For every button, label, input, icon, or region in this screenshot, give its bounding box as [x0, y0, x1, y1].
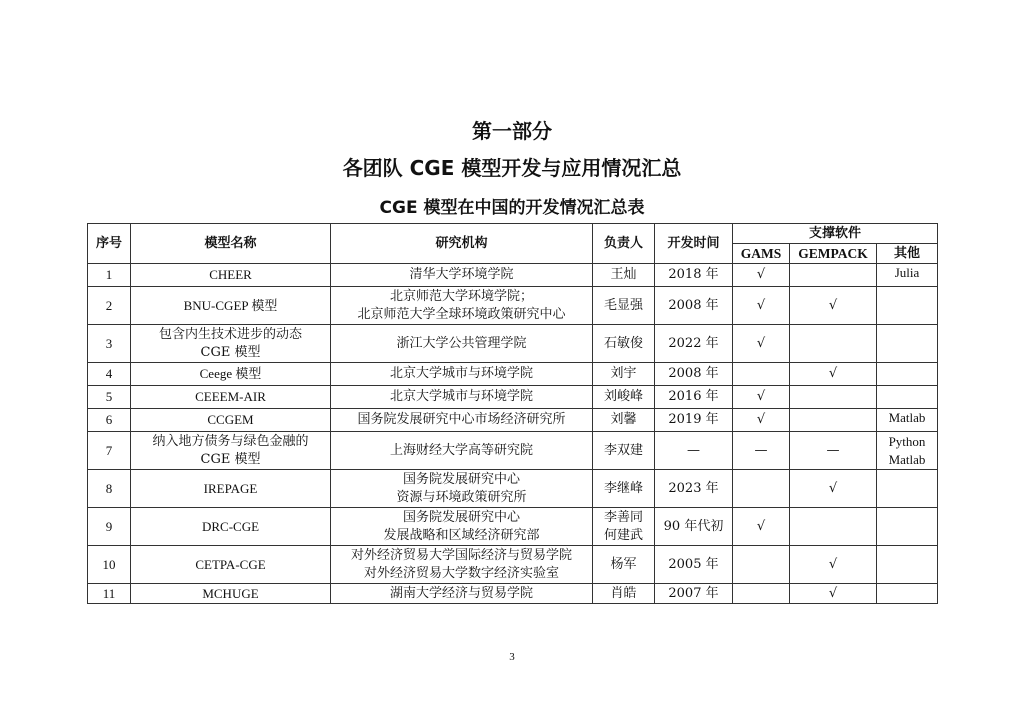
- cell-gempack: [790, 508, 877, 546]
- cell-leader-line: 李继峰: [603, 480, 643, 496]
- table-row: [88, 508, 938, 546]
- cell-institution: [331, 264, 593, 287]
- cell-gams: √: [733, 409, 790, 432]
- header-gams: GAMS: [733, 244, 790, 264]
- cell-institution-line: 湖南大学经济与贸易学院: [389, 585, 533, 601]
- cell-model: [131, 409, 331, 432]
- cell-gempack: √: [790, 546, 877, 584]
- cell-institution-line: 对外经济贸易大学国际经济与贸易学院: [350, 547, 572, 563]
- cell-no: 3: [88, 325, 131, 363]
- cell-model: [131, 508, 331, 546]
- cell-other: [877, 546, 938, 584]
- header-model: 模型名称: [131, 224, 331, 264]
- cell-other: [877, 584, 938, 604]
- table-row: [88, 287, 938, 325]
- cell-no: 11: [88, 584, 131, 604]
- cell-gams: √: [733, 264, 790, 287]
- cell-institution-line: 浙江大学公共管理学院: [396, 335, 527, 351]
- cell-gempack: [790, 409, 877, 432]
- cell-no: 10: [88, 546, 131, 584]
- cell-leader-line: 杨军: [610, 556, 637, 572]
- cell-institution: [331, 386, 593, 409]
- cell-gempack: √: [790, 287, 877, 325]
- header-other: 其他: [877, 244, 938, 264]
- cell-model-line: 纳入地方债务与绿色金融的: [152, 433, 309, 449]
- table-row: [88, 386, 938, 409]
- cell-leader: [593, 325, 655, 363]
- cell-institution: [331, 584, 593, 604]
- cell-institution: [331, 287, 593, 325]
- cell-no: 5: [88, 386, 131, 409]
- cell-other: [877, 287, 938, 325]
- cell-time: 2022 年: [655, 325, 733, 363]
- cell-other-line: Julia: [894, 265, 920, 280]
- cell-model-line: BNU-CGEP 模型: [183, 297, 278, 313]
- cell-time: 2007 年: [655, 584, 733, 604]
- cell-gempack: √: [790, 584, 877, 604]
- section-title: 各团队 CGE 模型开发与应用情况汇总: [342, 156, 682, 180]
- cell-gempack: [790, 325, 877, 363]
- cell-model: [131, 325, 331, 363]
- cell-model-line: CCGEM: [207, 412, 254, 427]
- cell-leader: [593, 363, 655, 386]
- table-row: [88, 363, 938, 386]
- cell-gempack: —: [790, 432, 877, 470]
- cell-no: 8: [88, 470, 131, 508]
- cell-time: 2008 年: [655, 363, 733, 386]
- cell-other: [877, 409, 938, 432]
- cell-institution-line: 对外经济贸易大学数字经济实验室: [363, 565, 559, 581]
- cell-model: [131, 584, 331, 604]
- cell-time: 90 年代初: [655, 508, 733, 546]
- cell-leader-line: 王灿: [610, 267, 637, 282]
- cell-model-line: CGE 模型: [200, 451, 261, 467]
- cell-time: 2023 年: [655, 470, 733, 508]
- cell-leader-line: 石敏俊: [603, 335, 643, 351]
- cell-institution: [331, 508, 593, 546]
- cell-no: 2: [88, 287, 131, 325]
- cell-leader-line: 肖皓: [610, 585, 637, 601]
- cell-gams: [733, 546, 790, 584]
- cell-model-line: DRC-CGE: [201, 518, 260, 534]
- cell-model: [131, 546, 331, 584]
- cell-other: [877, 470, 938, 508]
- cell-no: 6: [88, 409, 131, 432]
- cell-other: [877, 325, 938, 363]
- table-row: [88, 409, 938, 432]
- table-row: [88, 470, 938, 508]
- table-row: [88, 432, 938, 470]
- cell-institution-line: 发展战略和区域经济研究部: [383, 527, 540, 543]
- cell-time: 2018 年: [655, 264, 733, 287]
- cell-gempack: [790, 386, 877, 409]
- cell-gams: [733, 363, 790, 386]
- cell-time: —: [655, 432, 733, 470]
- cell-other: [877, 363, 938, 386]
- cell-institution: [331, 432, 593, 470]
- cell-other-line: Matlab: [888, 451, 926, 467]
- cell-model-line: CHEER: [209, 267, 252, 282]
- cell-time: 2016 年: [655, 386, 733, 409]
- cell-institution: [331, 325, 593, 363]
- cell-leader-line: 刘宇: [610, 366, 637, 381]
- cell-time: 2005 年: [655, 546, 733, 584]
- cell-gempack: √: [790, 363, 877, 386]
- cell-leader: [593, 470, 655, 508]
- cell-model-line: MCHUGE: [202, 585, 259, 601]
- cell-time: 2008 年: [655, 287, 733, 325]
- cell-institution-line: 北京大学城市与环境学院: [389, 389, 533, 404]
- cell-model-line: IREPAGE: [203, 480, 258, 496]
- header-software: 支撑软件: [733, 224, 938, 244]
- cell-other: [877, 432, 938, 470]
- cell-leader: [593, 508, 655, 546]
- cell-leader-line: 李善同: [603, 509, 643, 525]
- cell-model: [131, 386, 331, 409]
- cell-no: 4: [88, 363, 131, 386]
- table-row: [88, 584, 938, 604]
- cell-institution-line: 资源与环境政策研究所: [396, 489, 527, 505]
- cell-institution-line: 北京大学城市与环境学院: [389, 366, 533, 381]
- cell-model: [131, 264, 331, 287]
- cell-institution: [331, 546, 593, 584]
- cell-other: [877, 508, 938, 546]
- part-title: 第一部分: [472, 119, 552, 143]
- cell-leader-line: 刘馨: [610, 412, 637, 427]
- table-title: CGE 模型在中国的开发情况汇总表: [379, 198, 645, 218]
- cge-model-table: [87, 223, 938, 604]
- cell-leader-line: 毛显强: [603, 297, 643, 313]
- cell-leader-line: 李双建: [603, 442, 643, 458]
- cell-other-line: Python: [888, 433, 926, 449]
- cell-institution-line: 上海财经大学高等研究院: [389, 442, 533, 458]
- table-row: [88, 546, 938, 584]
- cell-model-line: Ceege 模型: [199, 366, 262, 381]
- cell-gempack: √: [790, 470, 877, 508]
- cell-leader: [593, 409, 655, 432]
- cell-leader: [593, 264, 655, 287]
- cell-gams: [733, 470, 790, 508]
- page-number: 3: [509, 651, 515, 663]
- cell-institution-line: 北京师范大学全球环境政策研究中心: [357, 306, 566, 322]
- cell-no: 7: [88, 432, 131, 470]
- cell-model: [131, 432, 331, 470]
- cell-institution: [331, 363, 593, 386]
- cell-other: [877, 386, 938, 409]
- cell-model: [131, 287, 331, 325]
- cell-leader: [593, 584, 655, 604]
- cell-gams: —: [733, 432, 790, 470]
- table-row: [88, 325, 938, 363]
- cell-gempack: [790, 264, 877, 287]
- header-gempack: GEMPACK: [790, 244, 877, 264]
- cell-leader: [593, 386, 655, 409]
- cell-time: 2019 年: [655, 409, 733, 432]
- cell-leader: [593, 432, 655, 470]
- cell-institution-line: 国务院发展研究中心: [402, 471, 520, 487]
- header-leader: 负责人: [593, 224, 655, 264]
- cell-model-line: CETPA-CGE: [195, 556, 266, 572]
- cell-gams: √: [733, 386, 790, 409]
- cell-institution-line: 国务院发展研究中心市场经济研究所: [357, 412, 566, 427]
- cell-leader: [593, 546, 655, 584]
- cell-no: 1: [88, 264, 131, 287]
- cell-model-line: 包含内生技术进步的动态: [158, 326, 302, 342]
- header-row: [88, 224, 938, 244]
- cell-institution-line: 清华大学环境学院: [409, 267, 514, 282]
- cell-model-line: CEEEM-AIR: [195, 389, 266, 404]
- cell-no: 9: [88, 508, 131, 546]
- cell-institution: [331, 470, 593, 508]
- cell-gams: √: [733, 508, 790, 546]
- cell-gams: √: [733, 287, 790, 325]
- cell-model: [131, 363, 331, 386]
- header-time: 开发时间: [655, 224, 733, 264]
- cell-leader-line: 刘峻峰: [603, 389, 643, 404]
- cell-institution: [331, 409, 593, 432]
- cell-model-line: CGE 模型: [200, 344, 261, 360]
- cell-institution-line: 国务院发展研究中心: [402, 509, 520, 525]
- cell-leader-line: 何建武: [603, 527, 643, 543]
- header-institution: 研究机构: [331, 224, 593, 264]
- cell-gams: [733, 584, 790, 604]
- header-no: 序号: [88, 224, 131, 264]
- cell-model: [131, 470, 331, 508]
- cell-other: [877, 264, 938, 287]
- table-row: [88, 264, 938, 287]
- table-body: [88, 264, 938, 604]
- cell-gams: √: [733, 325, 790, 363]
- cell-institution-line: 北京师范大学环境学院；: [389, 288, 533, 304]
- cell-leader: [593, 287, 655, 325]
- cell-other-line: Matlab: [888, 410, 926, 425]
